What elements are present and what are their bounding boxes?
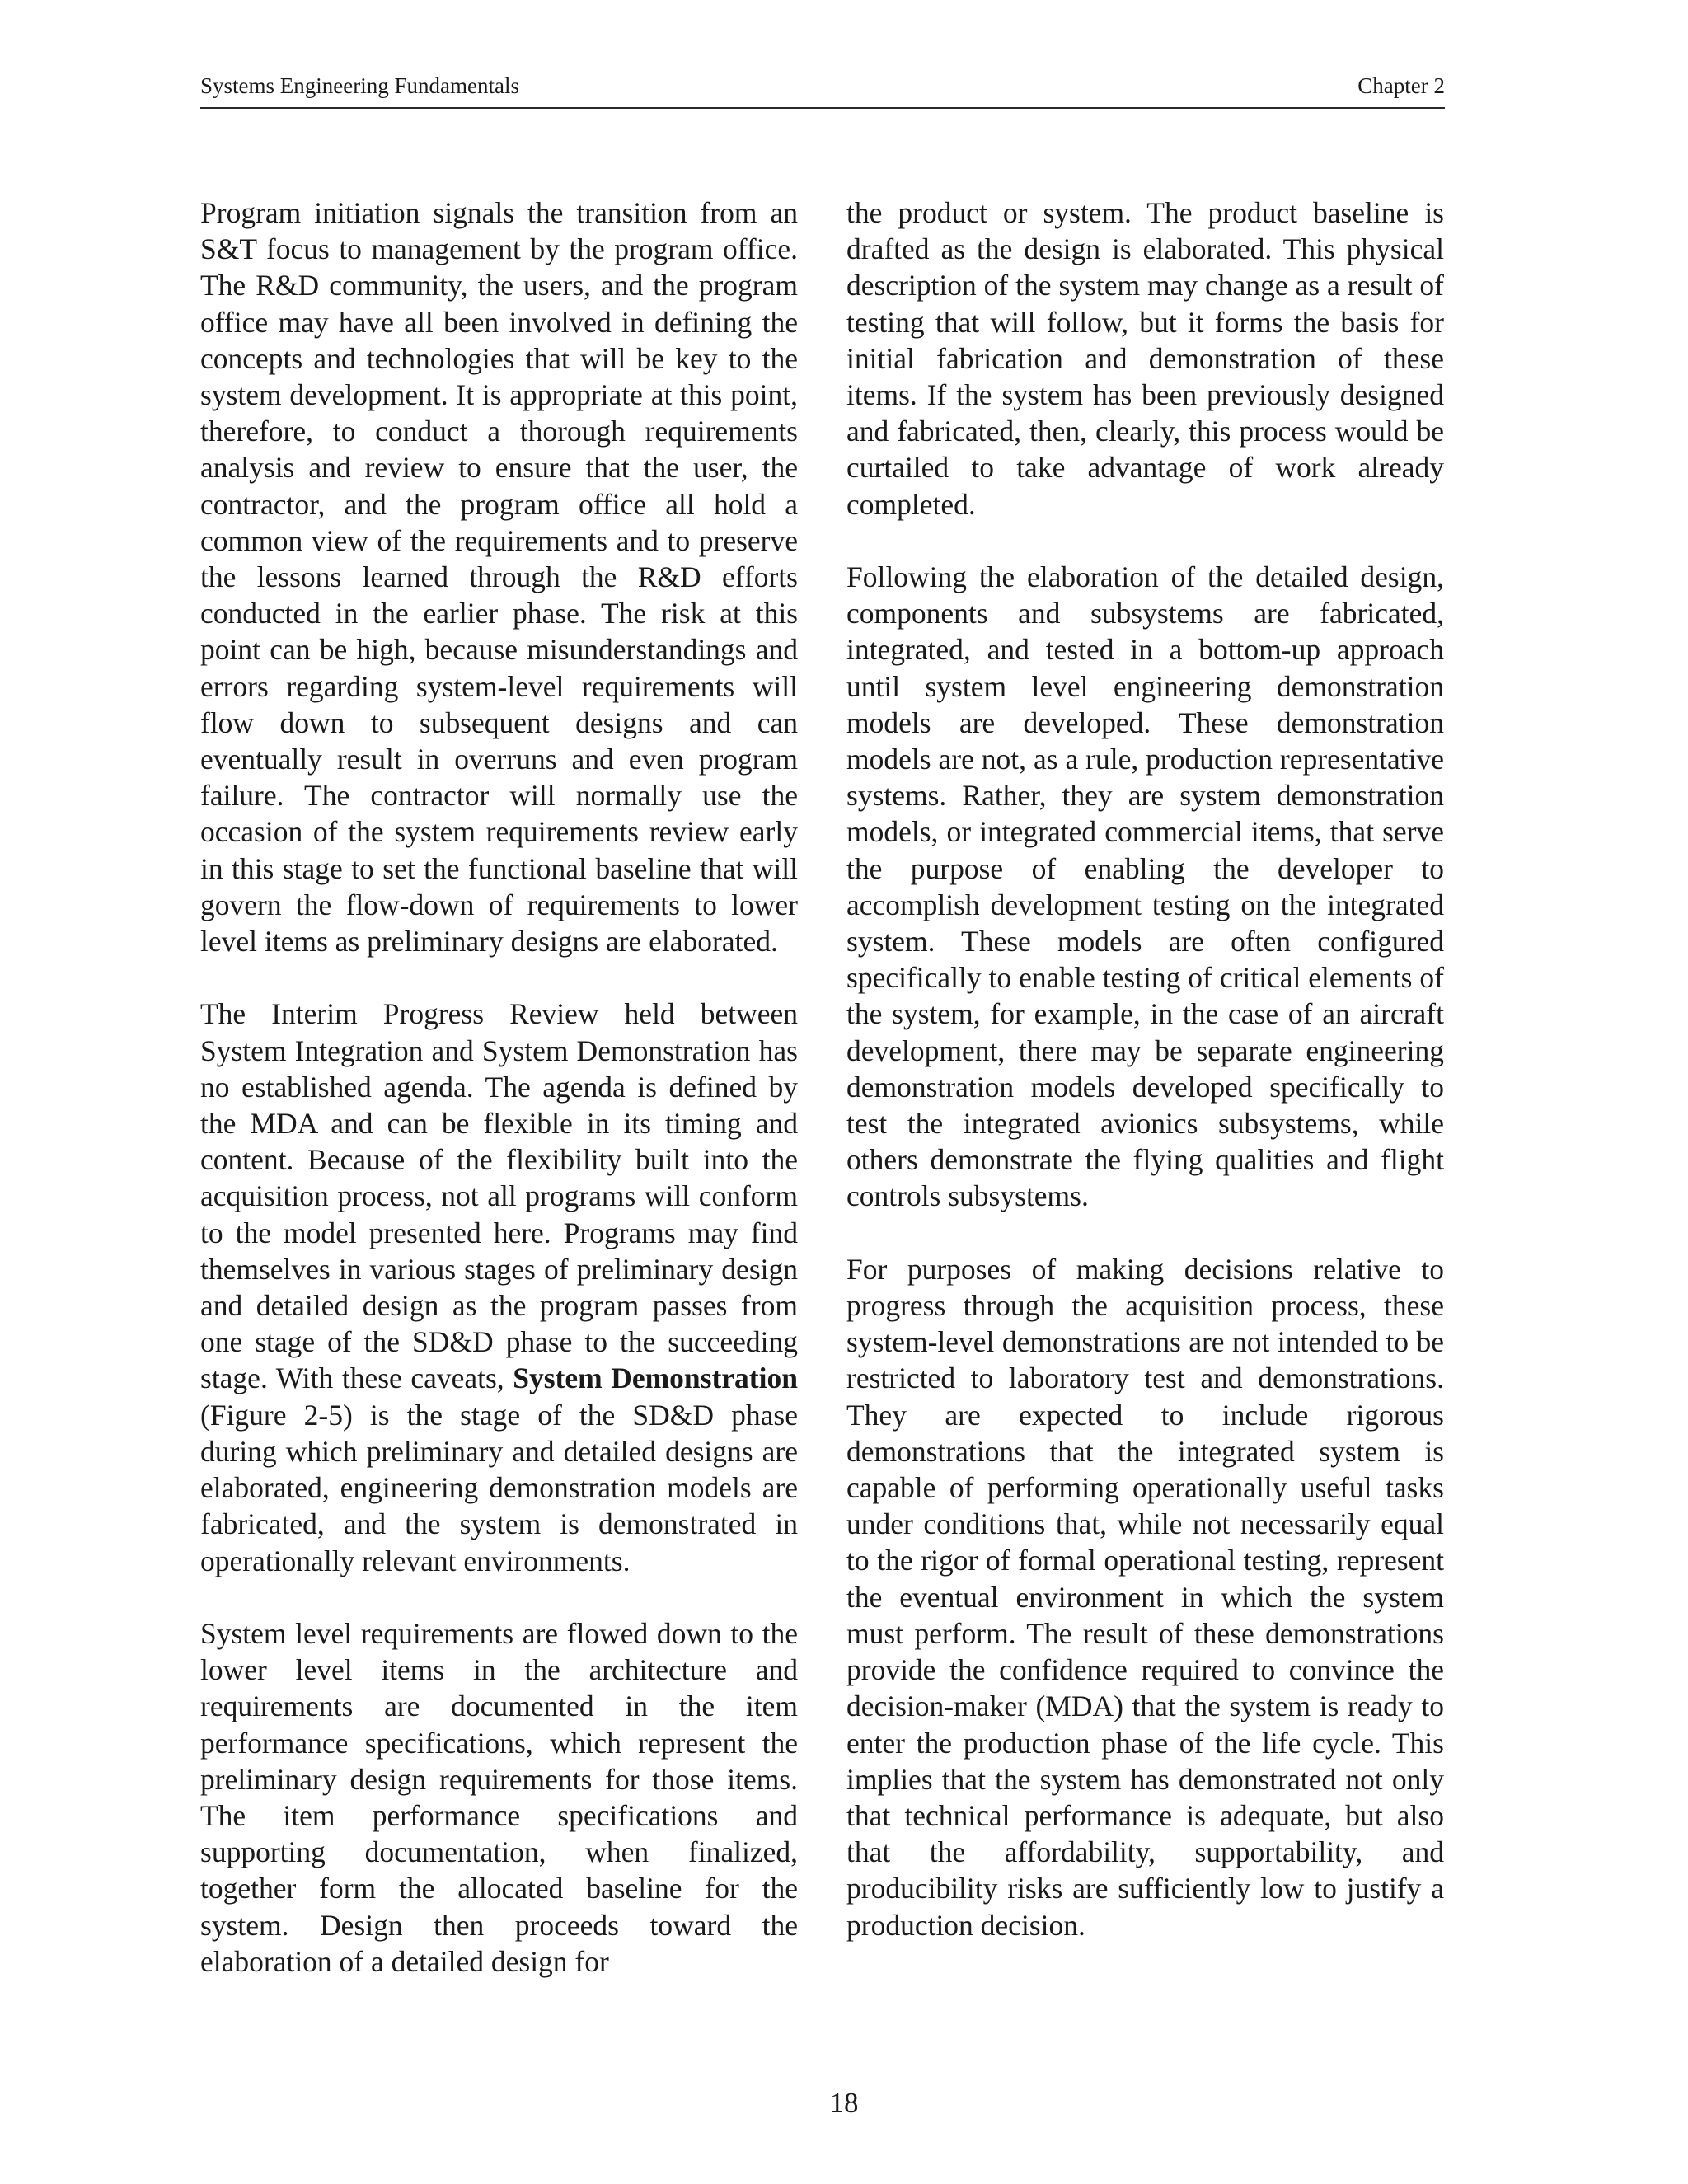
document-title: Systems Engineering Fundamentals <box>200 73 519 98</box>
right-paragraph-2: Following the elaboration of the detailed design, components and subsystems are fabricated, integrated, and tested in a bottom-up approach until system level engineering demonstration models are developed. These demonstration models are not, as a rule, production representative systems. Rather, they are system demonstration models, or integrated commercial items, that serve the purpose of enabling the developer to accomplish development testing on the integrated system. These models are often configured specifically to enable testing of critical elements of the system, for example, in the case of an aircraft development, there may be separate engineering demonstration models developed specifically to test the integrated avionics subsystems, while others demonstrate the flying qualities and flight controls subsystems. <box>846 560 1444 1213</box>
running-header <box>200 69 1445 109</box>
left-paragraph-2-bold-term: System Demonstration <box>513 1361 798 1395</box>
left-paragraph-2 <box>200 996 798 1578</box>
right-paragraph-1: the product or system. The product baseline is drafted as the design is elaborated. This physical description of the system may change as a result of testing that will follow, but it forms the basis for initial fabrication and demonstration of these items. If the system has been previously designed and fabricated, then, clearly, this process would be curtailed to take advantage of work already completed. <box>846 196 1444 521</box>
chapter-label: Chapter 2 <box>1357 73 1445 98</box>
right-column <box>846 194 1444 1980</box>
page-number: 18 <box>829 2087 859 2119</box>
right-paragraph-3: For purposes of making decisions relative to progress through the acquisition process, these system-level demonstrations are not intended to be restricted to laboratory test and demonstrations. They are expected to include rigorous demonstrations that the integrated system is capable of performing operationally useful tasks under conditions that, while not necessarily equal to the rigor of formal operational testing, represent the eventual environment in which the system must perform. The result of these demonstrations provide the confidence required to convince the decision-maker (MDA) that the system is ready to enter the production phase of the life cycle. This implies that the system has demonstrated not only that technical performance is adequate, but also that the affordability, supportability, and producibility risks are sufficiently low to justify a production decision. <box>846 1252 1444 1942</box>
left-paragraph-3: System level requirements are flowed down to the lower level items in the architecture and requirements are documented in the item performance specifications, which represent the preliminary design requirements for those items. The item performance specifications and supporting documentation, when finalized, together form the allocated baseline for the system. Design then proceeds toward the elaboration of a detailed design for <box>200 1616 798 1978</box>
left-paragraph-1: Program initiation signals the transition from an S&T focus to management by the program office. The R&D community, the users, and the program office may have all been involved in defining the concepts and technologies that will be key to the system development. It is appropriate at this point, therefore, to conduct a thorough requirements analysis and review to ensure that the user, the contractor, and the program office all hold a common view of the requirements and to preserve the lessons learned through the R&D efforts conducted in the earlier phase. The risk at this point can be high, because misunderstandings and errors regarding system-level requirements will flow down to subsequent designs and can eventually result in overruns and even program failure. The contractor will normally use the occasion of the system requirements review early in this stage to set the functional baseline that will govern the flow-down of requirements to lower level items as preliminary designs are elaborated. <box>200 196 798 958</box>
left-paragraph-2-text-b: (Figure 2-5) is the stage of the SD&D phase during which preliminary and detailed designs are elaborated, engineering demonstration models are fabricated, and the system is demonstrated in operationally relevant environments. <box>200 1398 798 1577</box>
left-paragraph-2-text-a: The Interim Progress Review held between System Integration and System Demonstration has no established agenda. The agenda is defined by the MDA and can be flexible in its timing and content. Because of the flexibility built into the acquisition process, not all programs will conform to the model presented here. Programs may find themselves in various stages of preliminary design and detailed design as the program passes from one stage of the SD&D phase to the succeeding stage. With these caveats, <box>200 997 798 1395</box>
left-column <box>200 194 798 2016</box>
